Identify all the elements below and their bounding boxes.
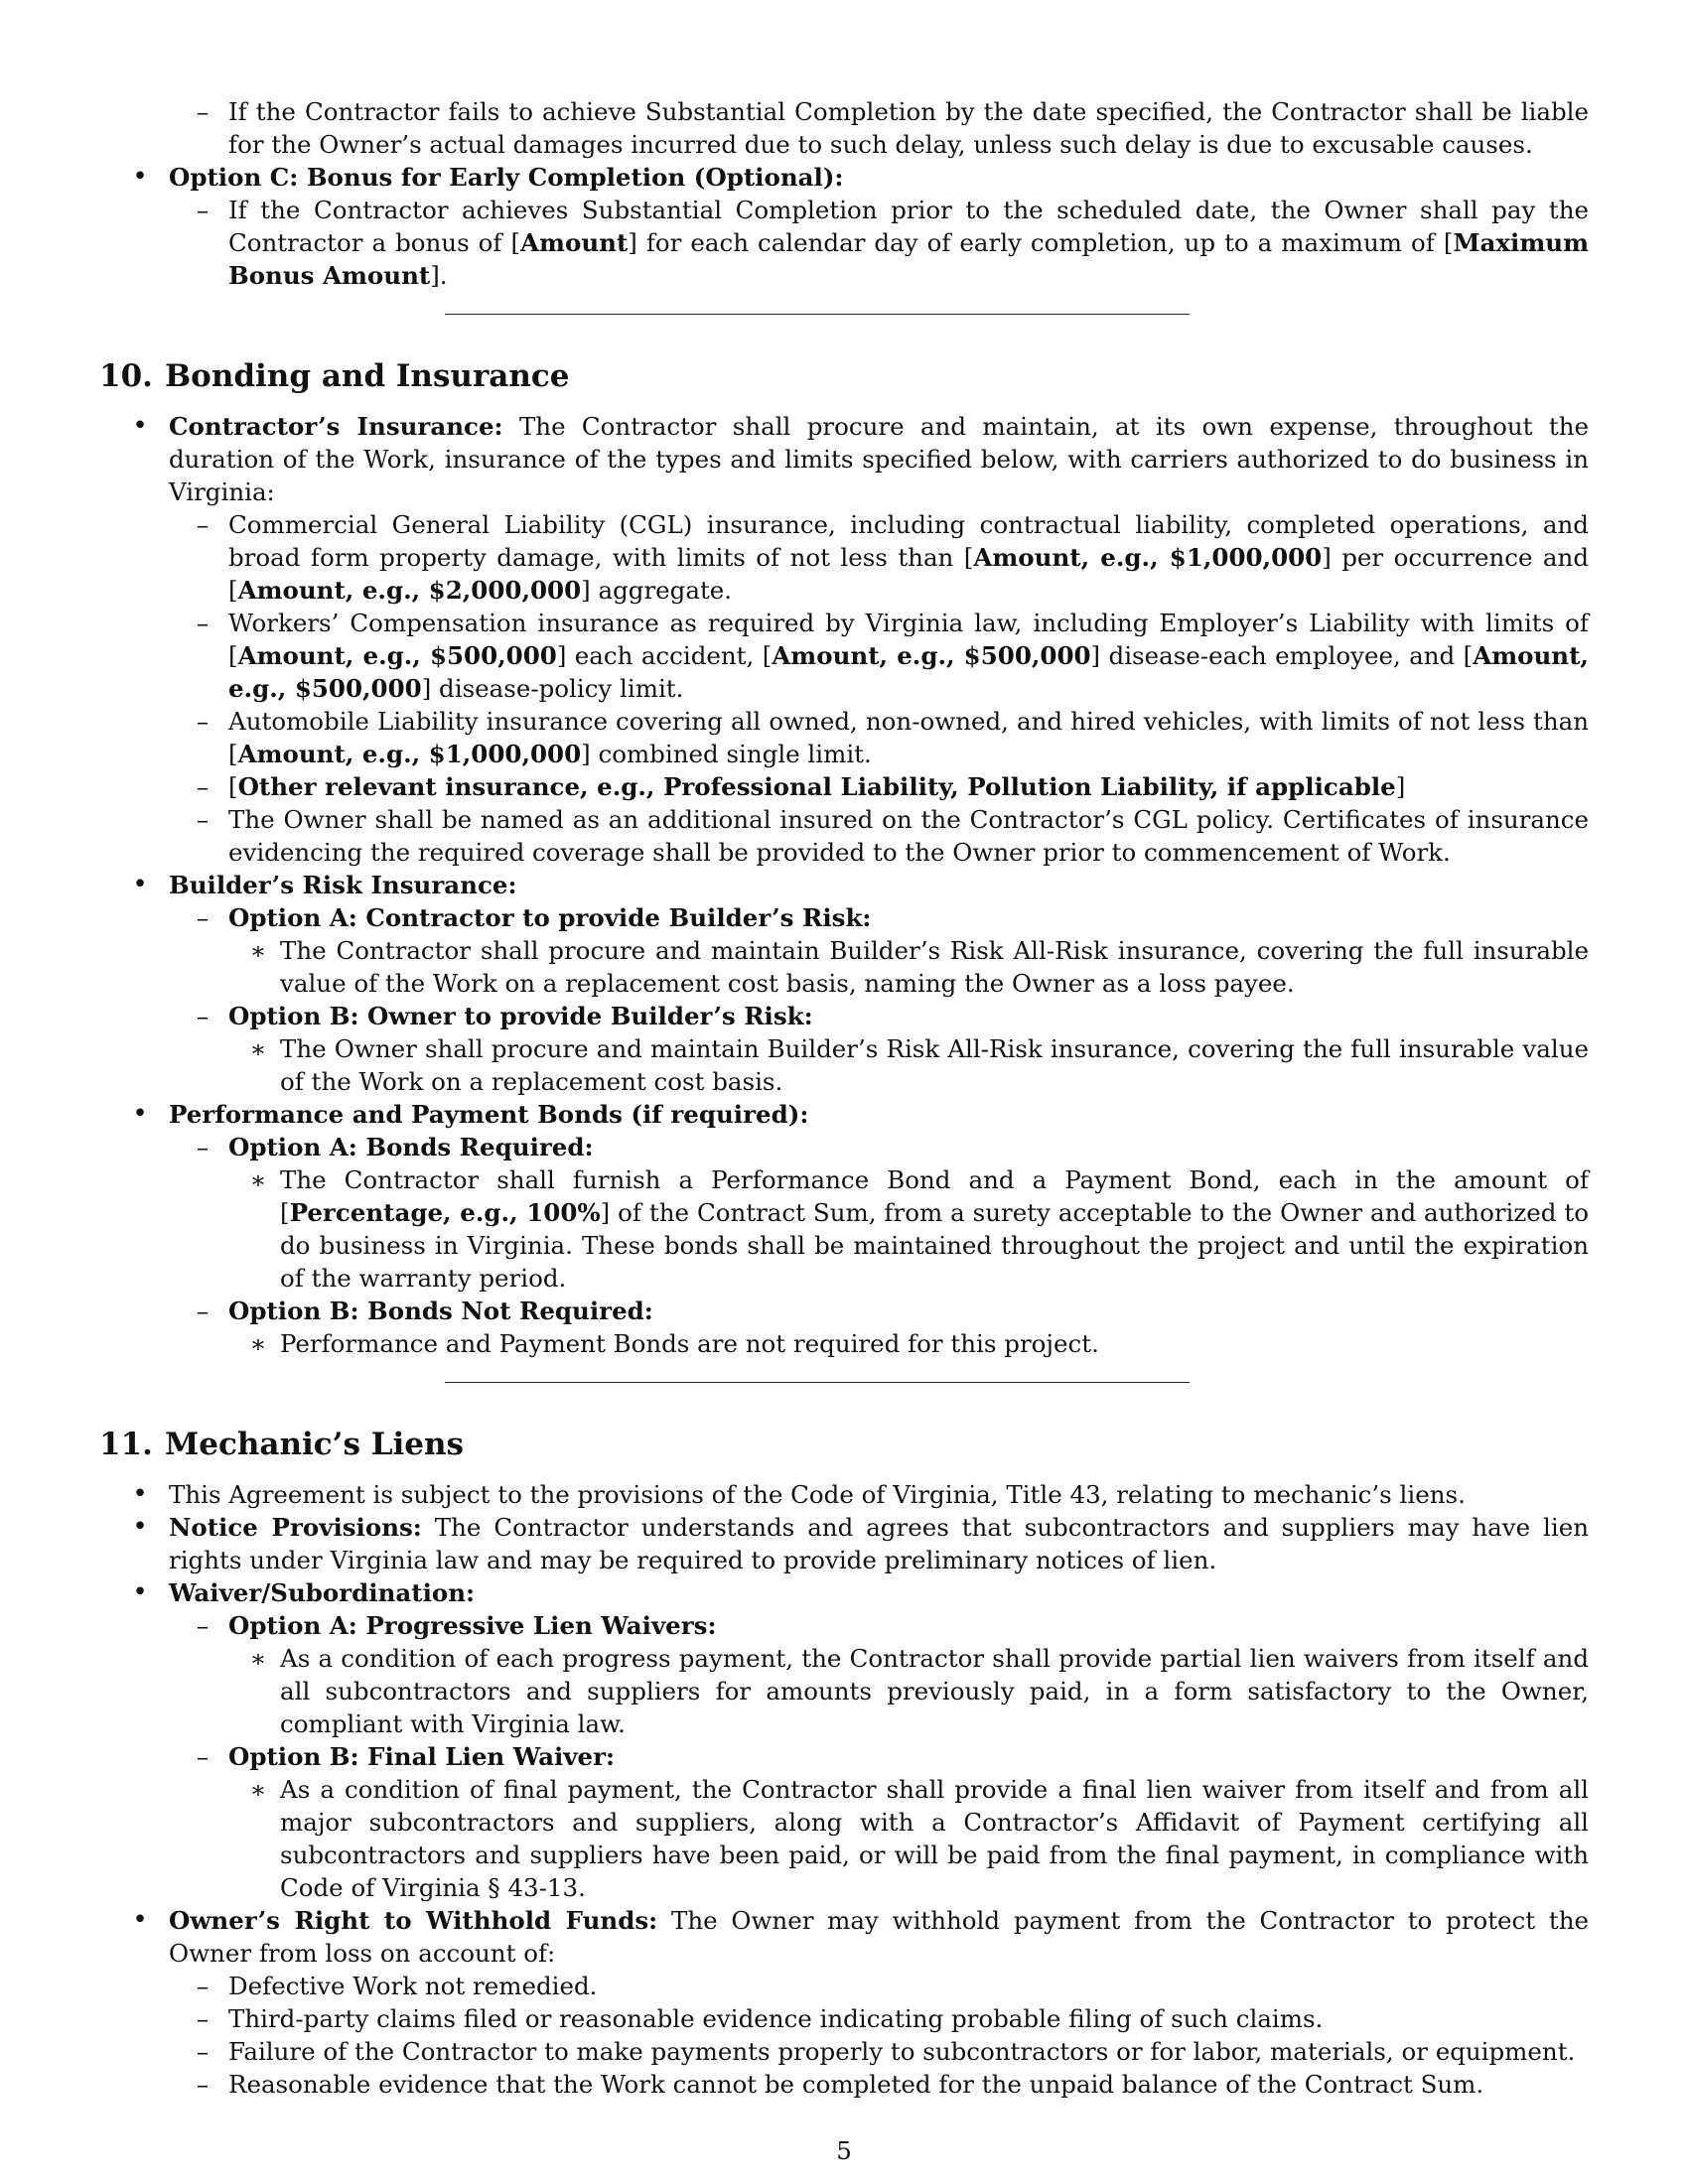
list-item-builders-option-a: – Option A: Contractor to provide Builder’s Risk: (228, 901, 1589, 934)
list-item-waiver-option-a: – Option A: Progressive Lien Waivers: (228, 1609, 1589, 1642)
dash-marker: – (196, 510, 210, 539)
section-heading-11: 11. Mechanic’s Liens (99, 1427, 464, 1462)
dash-marker: – (196, 1742, 210, 1771)
horizontal-rule (445, 1382, 1190, 1383)
dash-marker: – (196, 707, 210, 736)
list-item-additional-insured: – The Owner shall be named as an additional insured on the Contractor’s CGL policy. Certificates of insurance evidencing the required coverage shall be provided to the Owner prior to commencement of Work. (228, 803, 1589, 869)
document-page (99, 95, 1589, 2101)
star-marker: ∗ (249, 1034, 267, 1063)
star-marker: ∗ (249, 936, 267, 965)
option-c-label: Option C: Bonus for Early Completion (Optional): (169, 163, 844, 192)
list-item-bonds-option-a-text: ∗ The Contractor shall furnish a Performance Bond and a Payment Bond, each in the amount of [Percentage, e.g., 100%] of the Contract Sum, from a surety acceptable to the Owner and authorized to do business in Virginia. These bonds shall be maintained throughout the project and until the expiration of the warranty period. (280, 1163, 1589, 1295)
bullet-marker: • (132, 411, 148, 441)
list-item-bonds-option-a: – Option A: Bonds Required: (228, 1131, 1589, 1163)
bullet-marker: • (132, 162, 148, 192)
list-item-withhold-reason: – Defective Work not remedied. (228, 1970, 1589, 2002)
list-item-builders-option-b: – Option B: Owner to provide Builder’s Risk: (228, 1000, 1589, 1032)
list-item-notice: • Notice Provisions: The Contractor understands and agrees that subcontractors and suppliers may have lien rights under Virginia law and may be required to provide preliminary notices of lien. (169, 1511, 1589, 1576)
bullet-marker: • (132, 870, 148, 899)
star-marker: ∗ (249, 1329, 267, 1358)
list-item-workers-comp: – Workers’ Compensation insurance as required by Virginia law, including Employer’s Liability with limits of [Amount, e.g., $500,000] each accident, [Amount, e.g., $500,000] disease-each employee, and [Amount, e.g., $500,000] disease-policy limit. (228, 607, 1589, 705)
bullet-marker: • (132, 1905, 148, 1935)
list-item-builders-option-b-text: ∗ The Owner shall procure and maintain Builder’s Risk All-Risk insurance, covering the full insurable value of the Work on a replacement cost basis. (280, 1032, 1589, 1098)
page-number: 5 (836, 2136, 852, 2165)
list-item-damages: – If the Contractor fails to achieve Substantial Completion by the date specified, the Contractor shall be liable for the Owner’s actual damages incurred due to such delay, unless such delay is due to excusable causes. (228, 95, 1589, 161)
dash-marker: – (196, 1002, 210, 1030)
horizontal-rule (445, 314, 1190, 315)
list-item-liens-intro: • This Agreement is subject to the provisions of the Code of Virginia, Title 43, relating to mechanic’s liens. (169, 1478, 1589, 1511)
bullet-marker: • (132, 1512, 148, 1542)
list-item-waiver-option-b-text: ∗ As a condition of final payment, the Contractor shall provide a final lien waiver from itself and from all major subcontractors and suppliers, along with a Contractor’s Affidavit of Payment certifying all subcontractors and suppliers have been paid, or will be paid from the final payment, in compliance with Code of Virginia § 43-13. (280, 1773, 1589, 1904)
dash-marker: – (196, 97, 210, 126)
list-item-bonus: – If the Contractor achieves Substantial Completion prior to the scheduled date, the Owner shall pay the Contractor a bonus of [Amount] for each calendar day of early completion, up to a maximum of [Maximum Bonus Amount]. (228, 194, 1589, 292)
list-item-withhold: • Owner’s Right to Withhold Funds: The Owner may withhold payment from the Contractor to protect the Owner from loss on account of: (169, 1904, 1589, 1970)
dash-marker: – (196, 2037, 210, 2066)
list-item-waiver-option-a-text: ∗ As a condition of each progress payment, the Contractor shall provide partial lien waivers from itself and all subcontractors and suppliers for amounts previously paid, in a form satisfactory to the Owner, compliant with Virginia law. (280, 1642, 1589, 1740)
list-item-waiver-option-b: – Option B: Final Lien Waiver: (228, 1740, 1589, 1773)
dash-marker: – (196, 196, 210, 224)
list-item-contractor-insurance: • Contractor’s Insurance: The Contractor shall procure and maintain, at its own expense, throughout the duration of the Work, insurance of the types and limits specified below, with carriers authorized to do business in Virginia: (169, 410, 1589, 508)
list-item-builders-risk: • Builder’s Risk Insurance: (169, 869, 1589, 901)
dash-marker: – (196, 609, 210, 637)
bullet-marker: • (132, 1479, 148, 1509)
dash-marker: – (196, 805, 210, 834)
list-item-bonds-option-b-text: ∗ Performance and Payment Bonds are not required for this project. (280, 1327, 1589, 1360)
dash-marker: – (196, 903, 210, 932)
list-item-other-insurance: – [Other relevant insurance, e.g., Professional Liability, Pollution Liability, if applicable] (228, 770, 1589, 803)
list-item-bonds: • Performance and Payment Bonds (if required): (169, 1098, 1589, 1131)
list-item-builders-option-a-text: ∗ The Contractor shall procure and maintain Builder’s Risk All-Risk insurance, covering the full insurable value of the Work on a replacement cost basis, naming the Owner as a loss payee. (280, 934, 1589, 1000)
list-item-cgl: – Commercial General Liability (CGL) insurance, including contractual liability, completed operations, and broad form property damage, with limits of not less than [Amount, e.g., $1,000,000] per occurrence and [Amount, e.g., $2,000,000] aggregate. (228, 508, 1589, 607)
list-item-waiver: • Waiver/Subordination: (169, 1576, 1589, 1609)
list-item-withhold-reason: – Third-party claims filed or reasonable evidence indicating probable filing of such claims. (228, 2002, 1589, 2035)
star-marker: ∗ (249, 1775, 267, 1804)
dash-marker: – (196, 2070, 210, 2099)
section-heading-10: 10. Bonding and Insurance (99, 358, 570, 394)
bullet-marker: • (132, 1577, 148, 1607)
star-marker: ∗ (249, 1644, 267, 1673)
dash-marker: – (196, 1133, 210, 1161)
list-item-option-c (132, 161, 1589, 194)
star-marker: ∗ (249, 1165, 267, 1194)
dash-marker: – (196, 1297, 210, 1325)
list-item-bonds-option-b: – Option B: Bonds Not Required: (228, 1295, 1589, 1327)
list-item-withhold-reason: – Failure of the Contractor to make payments properly to subcontractors or for labor, materials, or equipment. (228, 2035, 1589, 2068)
bullet-marker: • (132, 1099, 148, 1129)
list-item-withhold-reason: – Reasonable evidence that the Work cannot be completed for the unpaid balance of the Contract Sum. (228, 2068, 1589, 2101)
dash-marker: – (196, 1611, 210, 1640)
dash-marker: – (196, 772, 210, 801)
dash-marker: – (196, 1972, 210, 2000)
list-item-auto-liability: – Automobile Liability insurance covering all owned, non-owned, and hired vehicles, with limits of not less than [Amount, e.g., $1,000,000] combined single limit. (228, 705, 1589, 770)
dash-marker: – (196, 2004, 210, 2033)
